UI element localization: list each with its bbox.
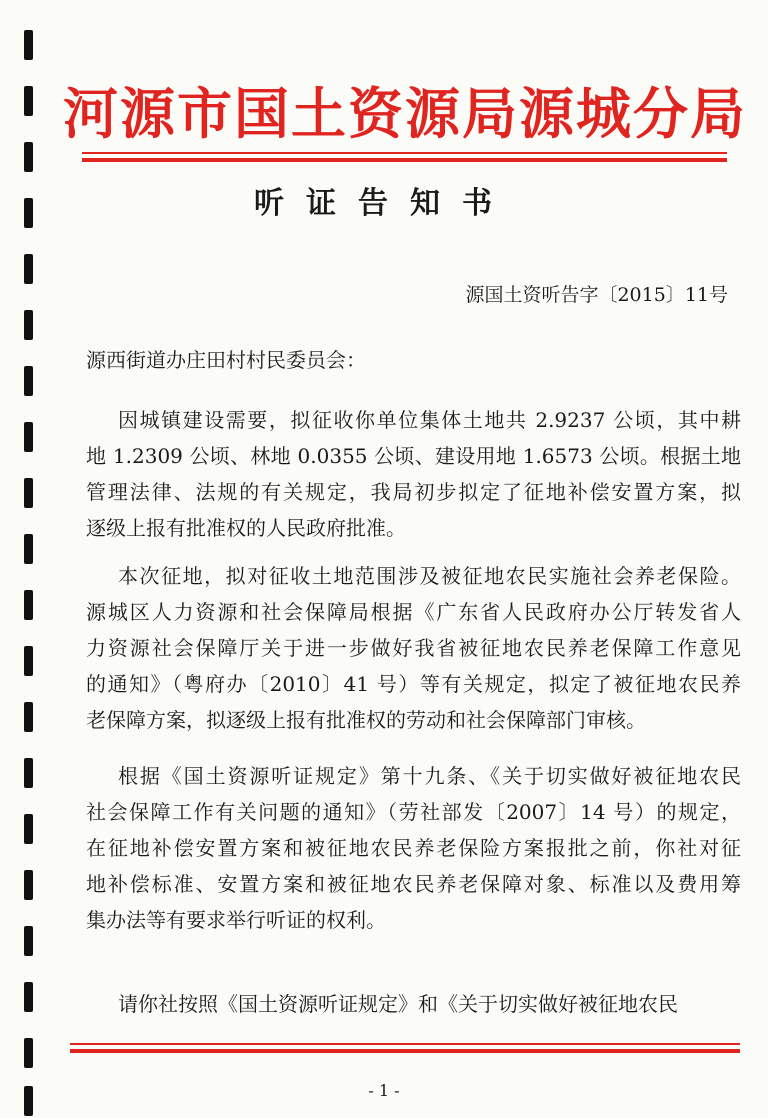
header-rule-bottom (82, 158, 727, 162)
page-number: - 1 - (368, 1081, 400, 1100)
body-line: 力资源社会保障厅关于进一步做好我省被征地农民养老保障工作意见 (86, 636, 741, 660)
document-title: 听证告知书 (254, 186, 514, 221)
body-line: 源城区人力资源和社会保障局根据《广东省人民政府办公厅转发省人 (86, 600, 741, 624)
body-line: 请你社按照《国土资源听证规定》和《关于切实做好被征地农民 (118, 992, 678, 1016)
body-line: 在征地补偿安置方案和被征地农民养老保险方案报批之前，你社对征 (86, 836, 741, 860)
body-line: 社会保障工作有关问题的通知》（劳社部发〔2007〕14 号）的规定， (86, 800, 741, 824)
addressee: 源西街道办庄田村村民委员会： (86, 348, 366, 372)
body-line: 根据《国土资源听证规定》第十九条、《关于切实做好被征地农民 (118, 764, 741, 788)
body-line: 集办法等有要求举行听证的权利。 (86, 908, 386, 932)
footer-rule-top (70, 1043, 740, 1045)
body-line: 本次征地，拟对征收土地范围涉及被征地农民实施社会养老保险。 (118, 564, 741, 588)
body-line: 老保障方案，拟逐级上报有批准权的劳动和社会保障部门审核。 (86, 708, 646, 732)
body-line: 的通知》（粤府办〔2010〕41 号）等有关规定，拟定了被征地农民养 (86, 672, 741, 696)
body-line: 地 1.2309 公顷、林地 0.0355 公顷、建设用地 1.6573 公顷。根据土地 (86, 444, 741, 468)
header-rule-top (82, 152, 727, 154)
body-line: 地补偿标准、安置方案和被征地农民养老保障对象、标准以及费用筹 (86, 872, 741, 896)
body-line: 管理法律、法规的有关规定，我局初步拟定了征地补偿安置方案，拟 (86, 480, 741, 504)
binding-holes (24, 0, 38, 1118)
body-line: 逐级上报有批准权的人民政府批准。 (86, 516, 406, 540)
document-number: 源国土资听告字〔2015〕11号 (465, 284, 728, 306)
org-name-header: 河源市国土资源局源城分局 (62, 81, 747, 146)
footer-rule-bottom (70, 1049, 740, 1053)
body-line: 因城镇建设需要，拟征收你单位集体土地共 2.9237 公顷，其中耕 (118, 408, 741, 432)
